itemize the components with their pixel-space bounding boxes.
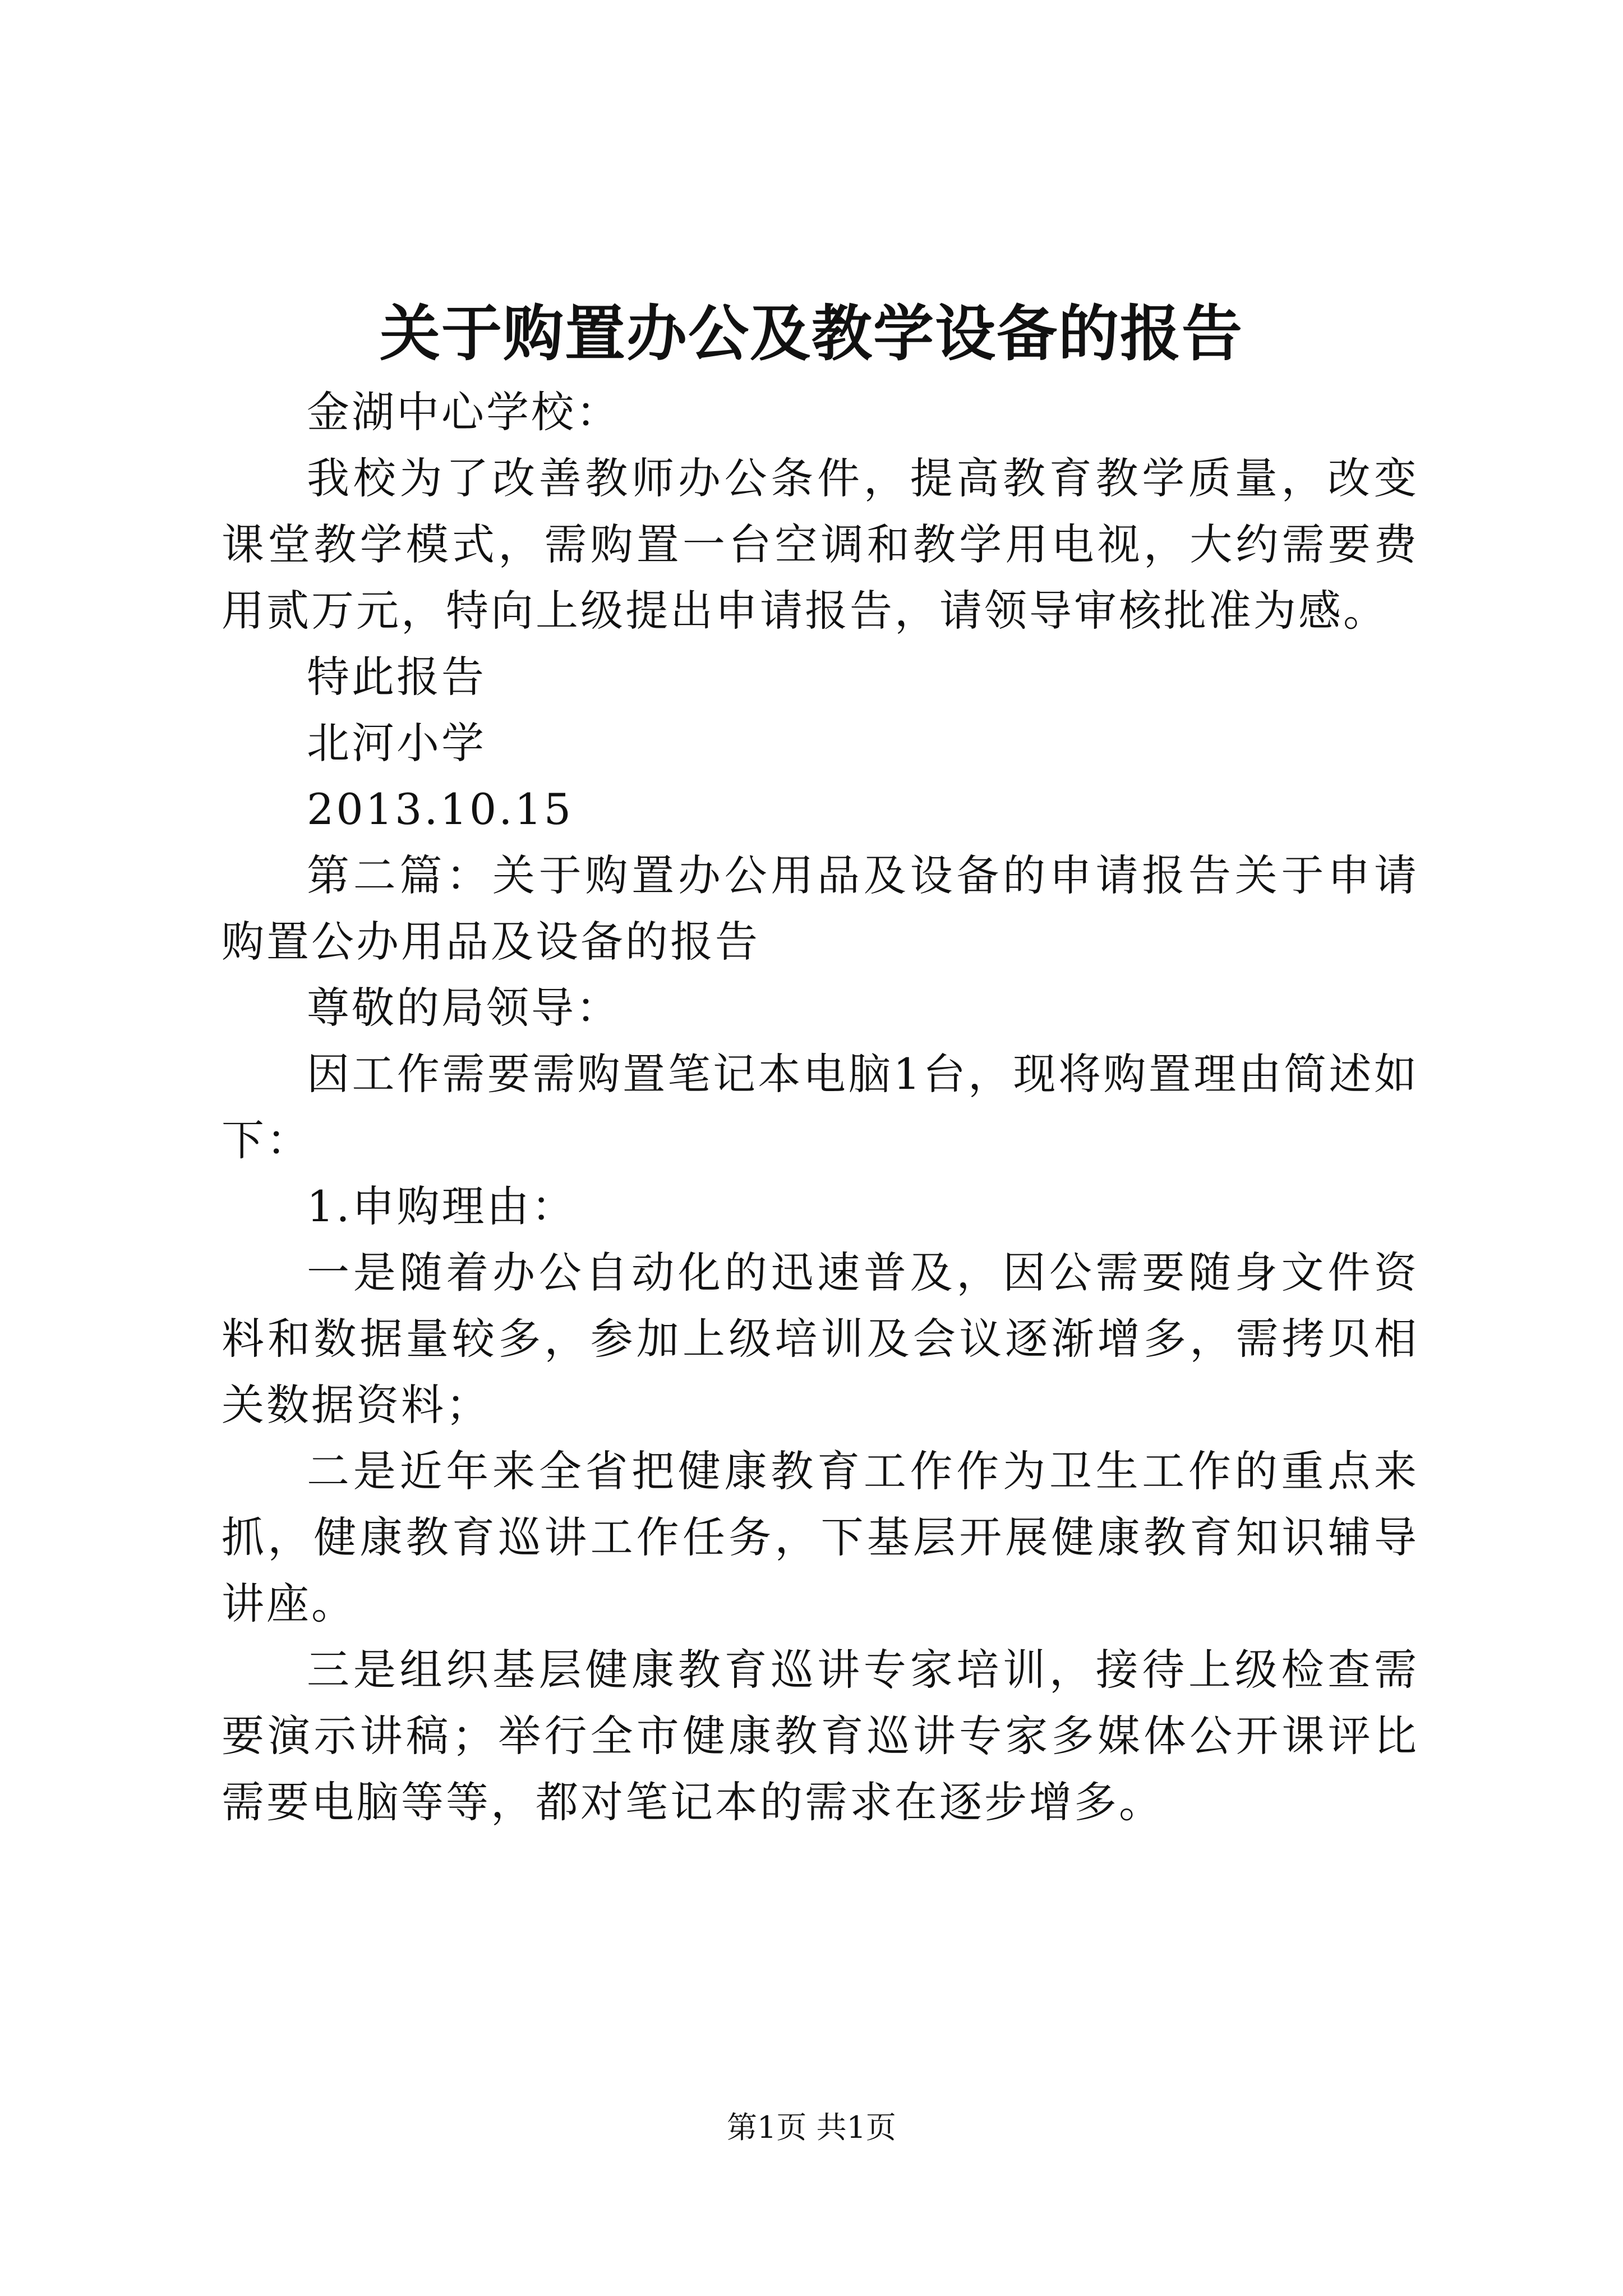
paragraph-reason-1: 一是随着办公自动化的迅速普及，因公需要随身文件资料和数据量较多，参加上级培训及会议逐渐增多，需拷贝相关数据资料； [222,1248,1419,1430]
document-body [222,379,1419,1835]
paragraph-reason-2: 二是近年来全省把健康教育工作作为卫生工作的重点来抓，健康教育巡讲工作任务，下基层开展健康教育知识辅导讲座。 [222,1446,1419,1628]
paragraph-salutation-2: 尊敬的局领导： [307,983,621,1033]
paragraph-reason-heading: 1.申购理由： [307,1181,577,1231]
paragraph-salutation: 金湖中心学校： [307,387,621,437]
paragraph-date: 2013.10.15 [307,784,574,834]
paragraph-second-title: 第二篇：关于购置办公用品及设备的申请报告关于申请购置公办用品及设备的报告 [222,850,1419,967]
document-title: 关于购置办公及教学设备的报告 [379,298,1243,369]
page-footer: 第1页 共1页 [727,2110,896,2145]
paragraph-signature: 北河小学 [307,718,486,768]
paragraph-reason-3: 三是组织基层健康教育巡讲专家培训，接待上级检查需要演示讲稿；举行全市健康教育巡讲专家多媒体公开课评比需要电脑等等，都对笔记本的需求在逐步增多。 [222,1645,1419,1827]
paragraph-intro: 因工作需要需购置笔记本电脑1台，现将购置理由简述如下： [222,1049,1419,1165]
paragraph-request: 我校为了改善教师办公条件，提高教育教学质量，改变课堂教学模式，需购置一台空调和教学用电视，大约需要费用贰万元，特向上级提出申请报告，请领导审核批准为感。 [222,453,1419,636]
paragraph-closing: 特此报告 [307,652,486,702]
